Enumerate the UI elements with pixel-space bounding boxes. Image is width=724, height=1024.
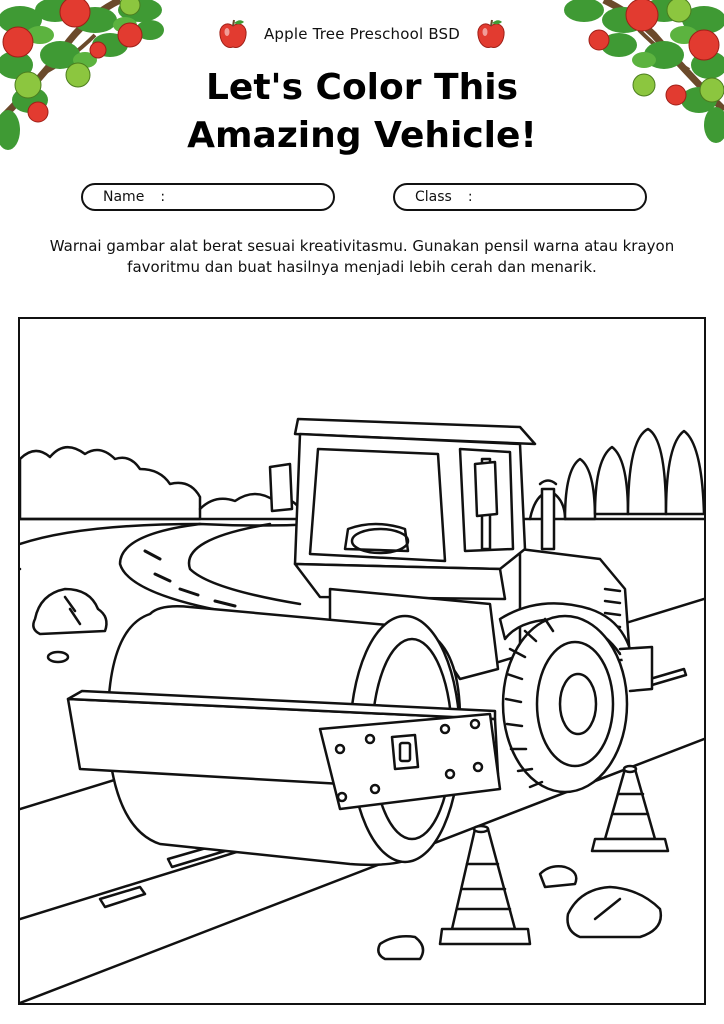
class-label: Class bbox=[415, 189, 452, 205]
title-line-2: Amazing Vehicle! bbox=[187, 115, 537, 156]
road-roller-illustration bbox=[20, 319, 704, 1003]
title-line-1: Let's Color This bbox=[205, 67, 518, 108]
instructions-text: Warnai gambar alat berat sesuai kreativitasmu. Gunakan pensil warna atau krayon favoritmu dan buat hasilnya menjadi lebih cerah dan menarik. bbox=[49, 237, 675, 276]
page-title bbox=[0, 64, 724, 160]
traffic-cone-1 bbox=[440, 826, 530, 944]
name-field[interactable] bbox=[81, 183, 335, 211]
name-label: Name bbox=[103, 189, 145, 205]
name-separator: : bbox=[160, 189, 166, 205]
school-name: Apple Tree Preschool BSD bbox=[263, 25, 461, 43]
class-separator: : bbox=[467, 189, 473, 205]
header bbox=[0, 18, 724, 50]
coloring-frame bbox=[18, 317, 706, 1005]
apple-icon bbox=[218, 18, 248, 50]
class-field[interactable] bbox=[393, 183, 647, 211]
apple-icon bbox=[476, 18, 506, 50]
